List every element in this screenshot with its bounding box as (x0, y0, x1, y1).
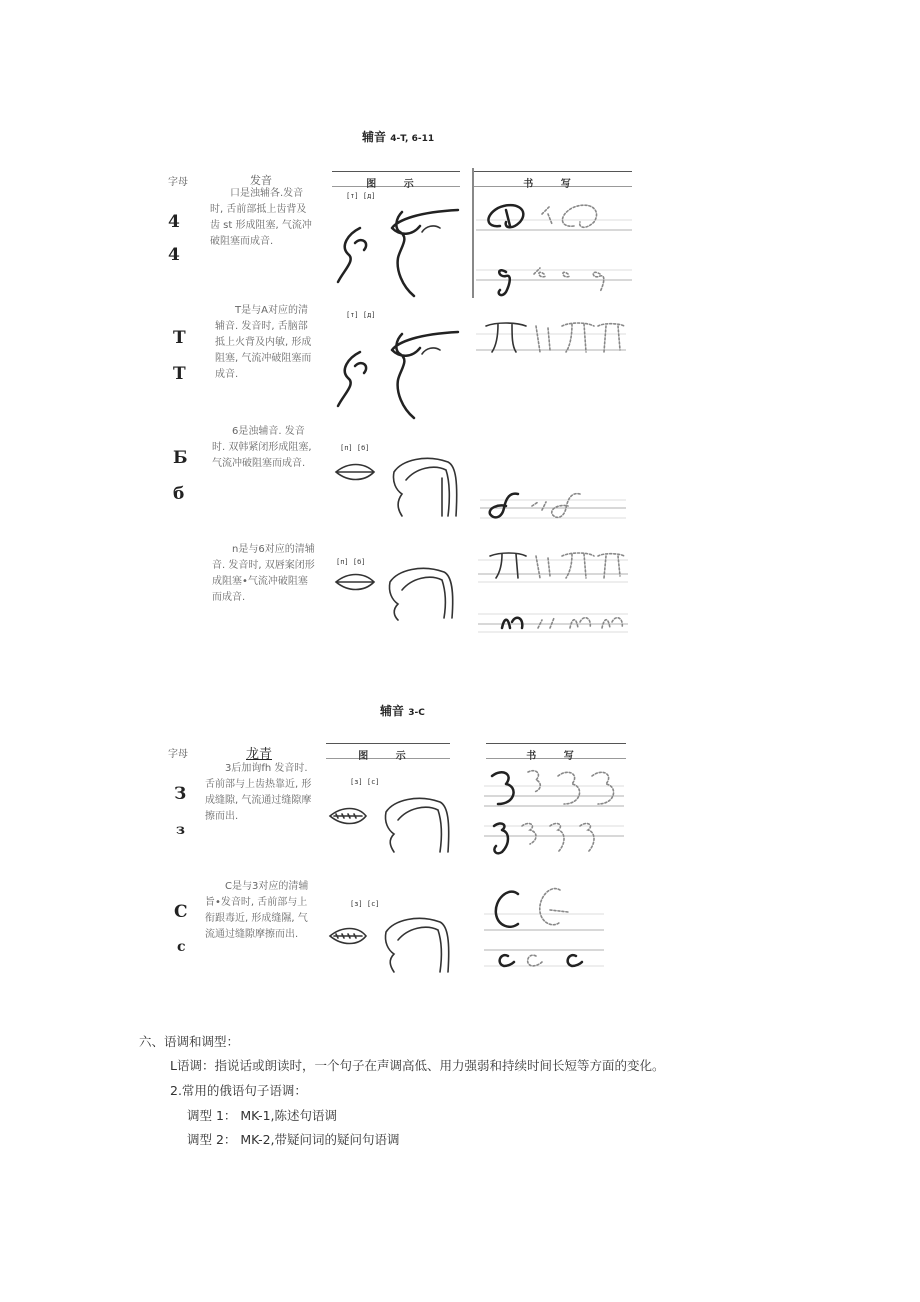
col2-diagram-label: 图 示 (358, 751, 418, 762)
col2-writing-label: 书 写 (526, 751, 586, 762)
col-diagram-header (332, 171, 460, 190)
articulation-diagram-2 (330, 308, 465, 423)
intonation-paragraph-2: 2.常用的俄语句子语调： (170, 1083, 307, 1098)
col2-letter-header: 字母 (168, 749, 188, 760)
writing-sample-3 (480, 488, 630, 524)
letter-lower-6: с (177, 939, 186, 955)
articulation-diagram-1 (330, 188, 465, 303)
col-letter-header: 字母 (168, 177, 188, 188)
section2-title-main: 辅音 (380, 704, 405, 718)
pron-desc-4: n是与6对应的清辅音. 发音时, 双唇案闭形成阻塞•气流冲破阻塞而成音. (212, 544, 315, 603)
intonation-type-1: 调型 1： MK-1,陈述句语调 (187, 1108, 338, 1123)
diagram-label-3: [п] [б] (340, 444, 370, 452)
writing-sample-4 (478, 548, 630, 632)
letter-lower-5: з (176, 822, 185, 838)
pron-desc-6: C是与3对应的清辅旨•发音时, 舌前部与上衔跟毒近, 形成缝隰, 气流通过缝隙摩擦而出. (205, 881, 309, 940)
section1-title-sub: 4-T, 6-11 (390, 134, 435, 144)
letter-upper-6: С (174, 902, 188, 922)
pron-desc-5: 3后加询fh 发音时. 舌前部与上齿热靠近, 形成缝隙, 气流通过缝隙摩擦而出. (205, 763, 312, 822)
col-pron-header: 发音 (250, 174, 272, 187)
writing-sample-5 (484, 764, 626, 858)
section2-title (380, 702, 425, 719)
col2-pron-header: 龙青 (246, 747, 273, 762)
writing-sample-2 (476, 316, 632, 360)
pron-desc-3: 6是浊辅音. 发音时. 双韩紧闭形成阻塞, 气流冲破阻塞而成音. (212, 426, 312, 469)
col-writing-label: 书 写 (523, 179, 583, 190)
diagram-label-6: [з] [с] (350, 900, 380, 908)
diagram-label-5: [з] [с] (350, 778, 380, 786)
section1-title-main: 辅音 (362, 130, 387, 144)
pron-desc-1: 口是浊辅各.发音时, 舌前部抵上齿背及齿 st 形成阻塞, 气流冲破阻塞而成音. (210, 188, 312, 247)
col-diagram-label: 图 示 (366, 179, 426, 190)
section1-title (362, 128, 434, 145)
intonation-type-2: 调型 2： MK-2,带疑问词的疑问句语调 (187, 1132, 400, 1147)
articulation-diagram-5 (326, 776, 456, 856)
articulation-diagram-6 (326, 896, 456, 976)
diagram-label-4: [п] [б] (336, 558, 366, 566)
col2-diagram-header (326, 743, 450, 762)
writing-sample-6 (484, 882, 608, 974)
col-writing-header (474, 171, 632, 190)
articulation-diagram-4 (330, 556, 465, 626)
col2-writing-header (486, 743, 626, 762)
letter-lower-1: 4 (168, 245, 180, 265)
section2-title-sub: 3-C (408, 708, 425, 718)
column-divider (472, 168, 474, 298)
letter-upper-3: Б (173, 448, 188, 468)
writing-sample-1 (476, 196, 632, 296)
letter-upper-5: З (174, 784, 187, 804)
intonation-heading: 六、语调和调型： (139, 1034, 240, 1049)
letter-upper-2: T (173, 328, 186, 348)
articulation-diagram-3 (330, 442, 465, 522)
pron-desc-2: T是与A对应的清辅音. 发音时, 舌脑部抵上火背及内敏, 形成阻塞, 气流冲破阻塞而成音. (215, 305, 312, 380)
diagram-label-2: [т] [д] (346, 311, 376, 319)
diagram-label-1: [т] [д] (346, 192, 376, 200)
letter-upper-1: 4 (168, 212, 180, 232)
letter-lower-2: T (173, 364, 186, 384)
intonation-paragraph-1: L语调：指说话或朗读时，一个句子在声调高低、用力强弱和持续时间长短等方面的变化。 (170, 1058, 665, 1073)
letter-lower-3: б (173, 484, 185, 504)
